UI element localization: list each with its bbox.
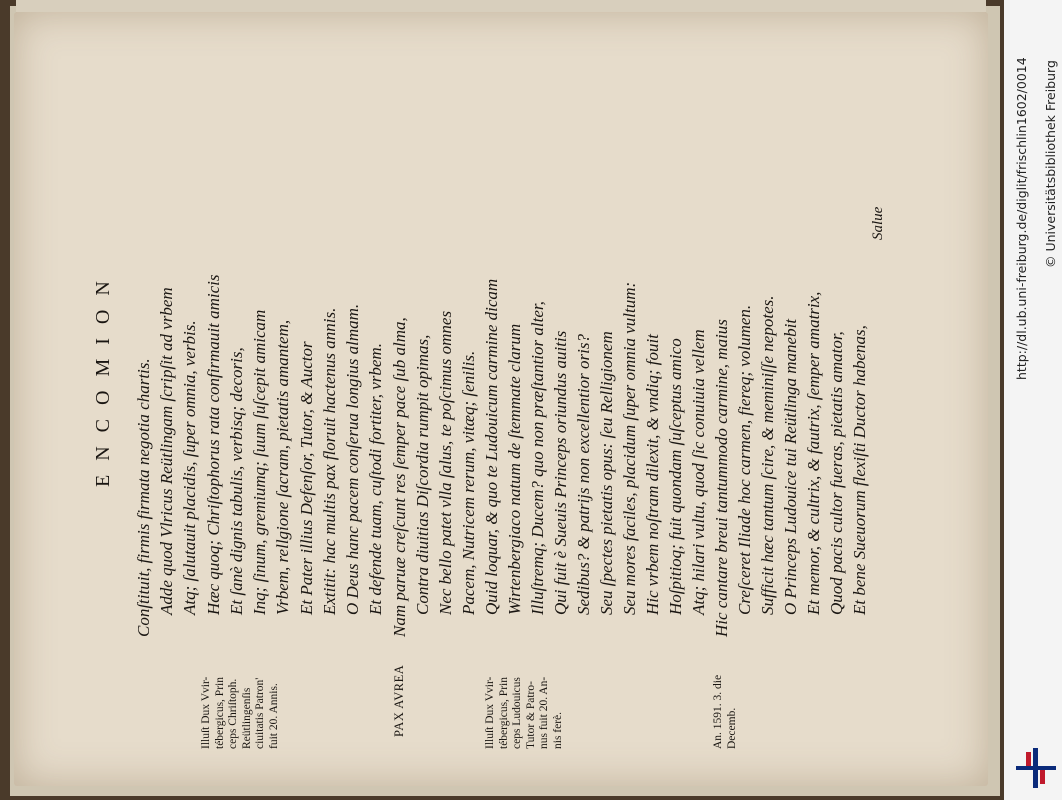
verse-line: Seu mores faciles, placidum ſuper omnia vultum: [620,281,639,615]
verse-line: O Deus hanc pacem conſerua longius almam. [343,303,362,615]
verse-line: Hic cantare breui tantummodo carmine, maius [712,319,731,637]
marginal-note: Illuſt Dux Vvir- tébergicus, Prin ceps Ludouicus Tutor & Patro- nus fuit 20. An- nis ferè. [484,676,564,749]
copyright-notice: © Universitätsbibliothek Freiburg [1043,60,1058,268]
verse-line: Vrbem, rellgione ſacram, pietatis amantem, [273,319,292,615]
page-title: ENCOMION [92,267,114,487]
verse-line: Quod pacis cultor fueras, pietatis amator, [827,331,846,615]
verse-line: Et ſanè dignis tabulis, verbisq; decoris, [227,347,246,615]
rotated-text-block [92,47,884,749]
marginal-note: An. 1591. 3. die Decemb. [712,674,738,749]
verse-line: Nam paruæ creſcunt res ſemper pace ſub alma, [390,317,409,637]
verse-line: Sufficit hæc tantum ſcire, & meminiſſe nepotes. [758,295,777,615]
verse-line: Extitit: hac multis pax floruit hactenus annis. [320,307,339,615]
verse-line: Quid loquar, & quo te Ludouicum carmine dicam [482,278,501,615]
verse-line: Creſceret Iliade hoc carmen, fiereq; volumen. [735,304,754,615]
verse-line: Inq; ſinum, gremiumq; ſuum ſuſcepit amicam [250,309,269,615]
verse-line: Conſtituit, firmis firmata negotia chartis. [134,358,153,637]
verse-line: Contra diuitias Diſcordia rumpit opimas, [413,334,432,615]
verse-line: Pacem, Nutricem rerum, vitæq; ſenilis. [459,350,478,615]
verse-line: Hæc quoq; Chriſtophorus rata confirmauit amicis [204,274,223,615]
scanned-page [14,12,988,786]
marginal-note: Illuſt Dux Vvir- tébergicus, Prin ceps Chriſtoph. Reütlingenſis ciuitatis Patron' fuit 20. Annis. [200,676,280,749]
verse-line: O Princeps Ludouice tui Reütlinga manebit [781,318,800,615]
verse-line: Nec bello patet vlla ſalus, te poſcimus omnes [436,310,455,615]
verse-line: Atq; ſalutauit placidis, ſuper omnia, verbis. [180,320,199,615]
verse-line: Sedibus? & patrijs non excellentior oris? [574,334,593,615]
verse-line: Adde quod Vlricus Reütlingam ſcripſit ad vrbem [157,287,176,615]
verse-line: Hic vrbem noſtram dilexit, & vndiq; fouit [643,334,662,615]
catchword-text: Salue [870,206,886,240]
verse-line: Qui fuit è Sueuis Princeps oriundus auitis [551,330,570,615]
verse-line: Illuſtremq; Ducem? quo non præſtantior alter, [528,301,547,615]
verse-line: Et Pater illius Defenſor, Tutor, & Auctor [297,341,316,615]
catchword [870,178,900,240]
verse-line: Et memor, & cultrix, & fautrix, ſemper amatrix, [804,291,823,615]
verse-line: Atq; hilari vultu, quod ſic conuiuia vellem [689,329,708,615]
verse-line: Seu ſpectes pietatis opus: ſeu Relligionem [597,331,616,615]
marginal-heading: PAX AVREA [392,664,406,737]
verse-line: Et defende tuam, cuſtodi fortiter, vrbem. [366,343,385,615]
library-logo-icon [1016,748,1056,788]
source-url[interactable]: http://dl.ub.uni-freiburg.de/diglit/frischlin1602/0014 [1014,57,1029,380]
verse-line: Hoſpitioq; fuit quondam ſuſceptus amico [666,338,685,615]
verse-line: Et bene Sueuorum flexiſti Ductor habenas, [850,325,869,615]
verse-line: Wirtenbergiaco natum de ſtemmate clarum [505,323,524,615]
